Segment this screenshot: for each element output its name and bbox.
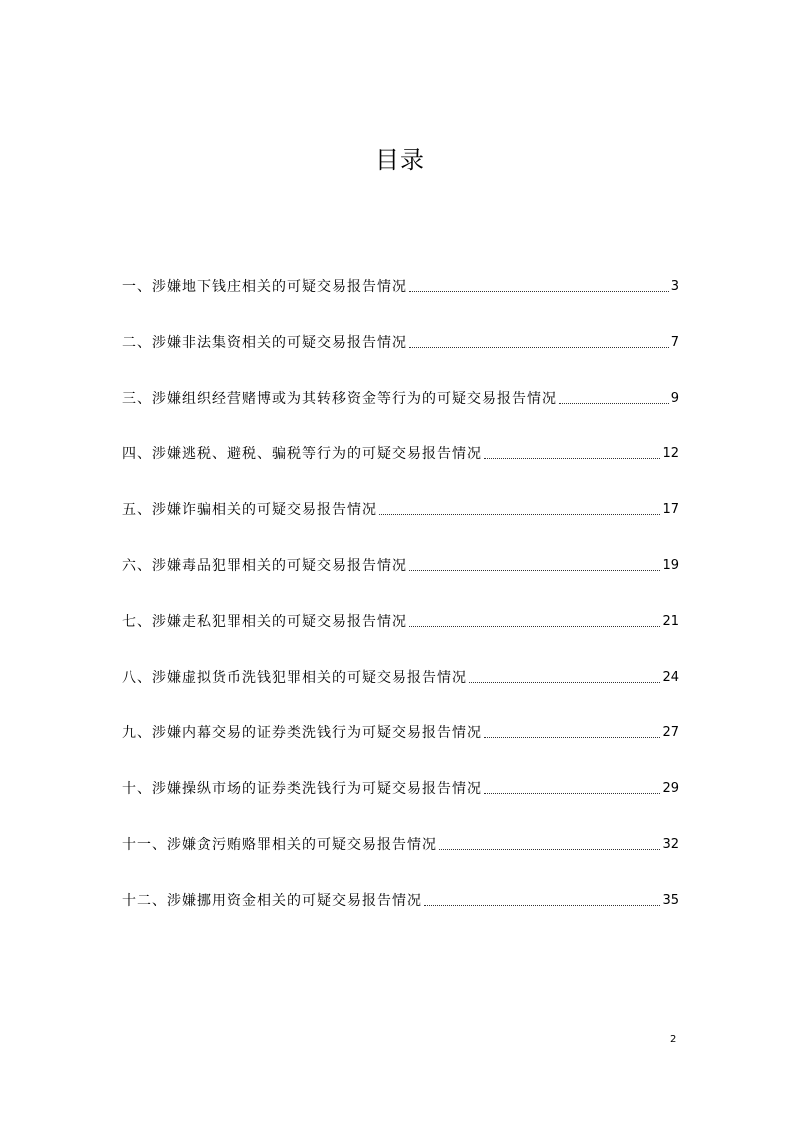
dot-leader (409, 626, 660, 627)
toc-entry-page: 3 (670, 279, 679, 294)
toc-entry-page: 9 (670, 390, 679, 406)
toc-entry-title: 九、涉嫌内幕交易的证券类洗钱行为可疑交易报告情况 (122, 725, 482, 742)
toc-entry-page: 17 (662, 502, 679, 518)
dot-leader (469, 682, 660, 683)
dot-leader (559, 403, 669, 404)
toc-entry-page: 12 (662, 446, 679, 462)
dot-leader (484, 458, 660, 459)
toc-entry[interactable] (122, 437, 679, 464)
toc-entry[interactable] (122, 828, 679, 855)
toc-entry-title: 十、涉嫌操纵市场的证券类洗钱行为可疑交易报告情况 (122, 781, 482, 798)
toc-entry[interactable] (122, 772, 679, 799)
toc-entry-title: 二、涉嫌非法集资相关的可疑交易报告情况 (122, 334, 407, 351)
dot-leader (424, 905, 660, 906)
toc-entry[interactable] (122, 884, 679, 911)
toc-entry[interactable] (122, 549, 679, 576)
toc-entry[interactable] (122, 605, 679, 632)
toc-entry-title: 三、涉嫌组织经营赌博或为其转移资金等行为的可疑交易报告情况 (122, 390, 557, 407)
toc-entry[interactable] (122, 270, 679, 297)
toc-entry[interactable] (122, 493, 679, 520)
toc-entry-page: 24 (662, 669, 679, 685)
toc-entry-title: 四、涉嫌逃税、避税、骗税等行为的可疑交易报告情况 (122, 446, 482, 463)
toc-entry[interactable] (122, 661, 679, 688)
toc-entry-title: 六、涉嫌毒品犯罪相关的可疑交易报告情况 (122, 557, 407, 574)
toc-entry-page: 7 (670, 334, 679, 350)
dot-leader (409, 570, 660, 571)
dot-leader (439, 849, 660, 850)
toc-entry[interactable] (122, 382, 679, 409)
dot-leader (484, 737, 660, 738)
dot-leader (484, 793, 660, 794)
toc-entry-title: 十二、涉嫌挪用资金相关的可疑交易报告情况 (122, 892, 422, 909)
toc-entry-title: 十一、涉嫌贪污贿赂罪相关的可疑交易报告情况 (122, 836, 437, 853)
dot-leader (409, 347, 669, 348)
toc-entry-page: 19 (662, 557, 679, 573)
toc-entry-title: 一、涉嫌地下钱庄相关的可疑交易报告情况 (122, 279, 407, 295)
toc-entry-page: 35 (662, 892, 679, 908)
toc-entry-page: 32 (662, 836, 679, 852)
toc-entry-page: 27 (662, 725, 679, 741)
toc-entry[interactable] (122, 326, 679, 353)
dot-leader (409, 291, 669, 292)
toc-entry-title: 七、涉嫌走私犯罪相关的可疑交易报告情况 (122, 613, 407, 630)
table-of-contents (122, 270, 679, 940)
page-number: 2 (670, 1034, 677, 1045)
dot-leader (379, 514, 660, 515)
toc-entry-title: 八、涉嫌虚拟货币洗钱犯罪相关的可疑交易报告情况 (122, 669, 467, 686)
page-title: 目录 (375, 146, 425, 174)
toc-entry-page: 29 (662, 781, 679, 797)
toc-entry-page: 21 (662, 613, 679, 629)
toc-entry-title: 五、涉嫌诈骗相关的可疑交易报告情况 (122, 502, 377, 519)
toc-entry[interactable] (122, 716, 679, 743)
